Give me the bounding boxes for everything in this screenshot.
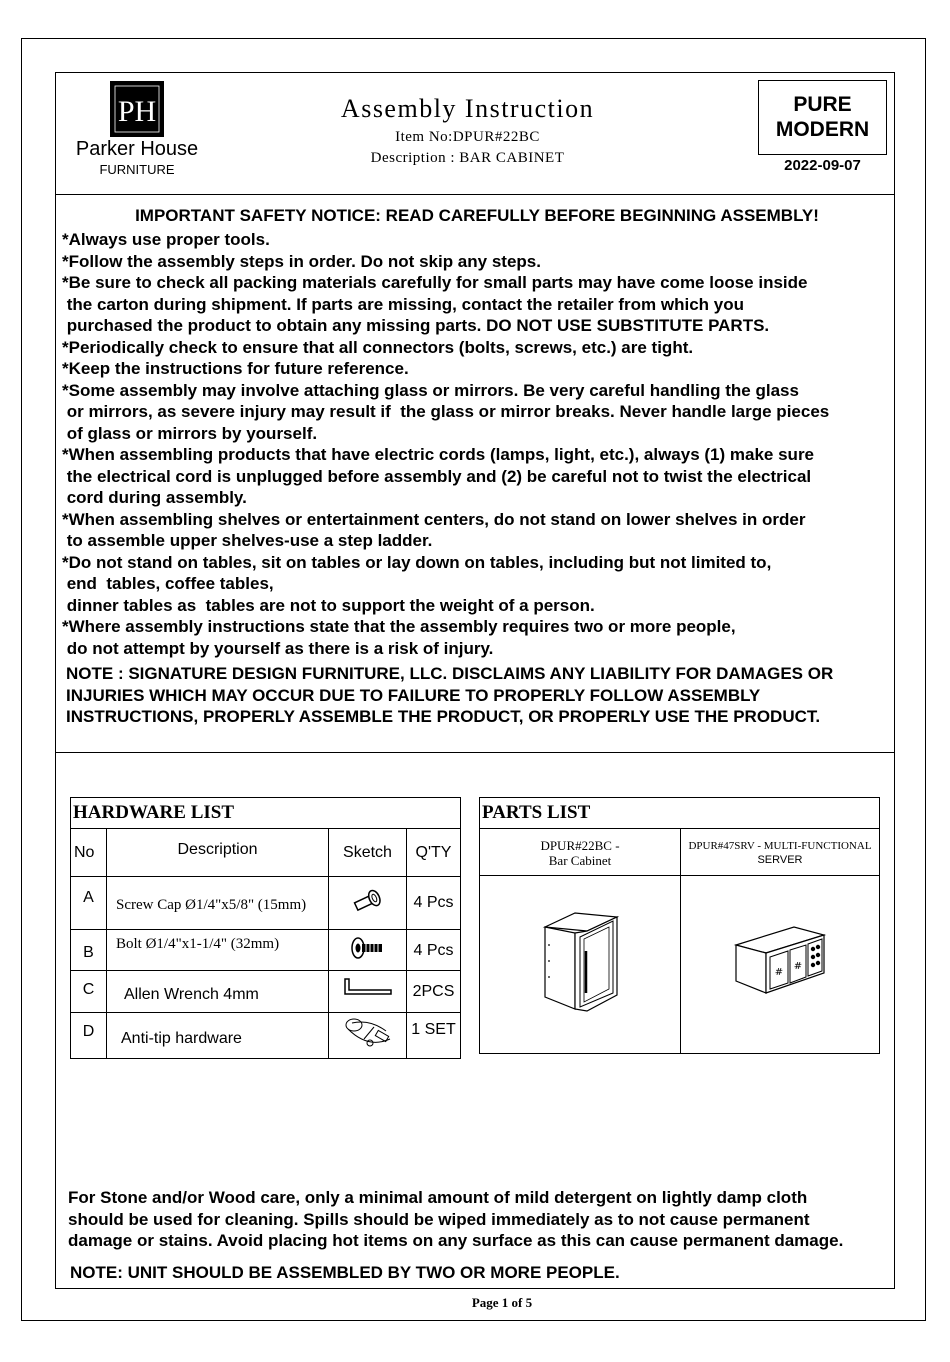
bar-cabinet-icon — [535, 907, 625, 1017]
safety-line: end tables, coffee tables, — [62, 574, 274, 593]
ph-monogram-icon — [110, 81, 164, 137]
server-cabinet-icon — [730, 917, 830, 1007]
note-line: INSTRUCTIONS, PROPERLY ASSEMBLE THE PRODUCT, OR PROPERLY USE THE PRODUCT. — [66, 707, 821, 726]
column-header-description: Description — [107, 829, 329, 877]
safety-line: *Where assembly instructions state that the assembly requires two or more people, — [62, 617, 736, 636]
part-label-line: Bar Cabinet — [548, 853, 612, 868]
part-label-line: DPUR#47SRV - MULTI-FUNCTIONAL — [688, 840, 872, 852]
row-qty: 2PCS — [407, 971, 461, 1013]
safety-line: *Keep the instructions for future reference. — [62, 359, 409, 378]
brand-subtitle: FURNITURE — [99, 162, 175, 177]
item-description: Description : BAR CABINET — [370, 150, 565, 166]
parts-list-title: PARTS LIST — [480, 798, 880, 829]
row-qty: 4 Pcs — [407, 877, 461, 930]
row-qty: 4 Pcs — [407, 930, 461, 971]
page-number: Page 1 of 5 — [471, 1295, 533, 1310]
hardware-list-table — [70, 797, 461, 1059]
collection-line-2: MODERN — [775, 118, 870, 141]
bolt-icon — [348, 934, 388, 962]
safety-divider — [55, 752, 895, 753]
safety-line: to assemble upper shelves-use a step ladder. — [62, 531, 433, 550]
row-no: C — [71, 971, 107, 1013]
table-row — [71, 930, 461, 971]
safety-line: do not attempt by yourself as there is a risk of injury. — [62, 638, 494, 658]
safety-line: *Always use proper tools. — [62, 230, 270, 249]
anti-tip-hardware-icon — [340, 1013, 396, 1053]
care-line: damage or stains. Avoid placing hot items on any surface as this can cause permanent damage. — [68, 1231, 844, 1250]
safety-line: of glass or mirrors by yourself. — [62, 423, 318, 443]
safety-line: *Some assembly may involve attaching glass or mirrors. Be very careful handling the glass — [62, 380, 799, 400]
collection-box — [758, 80, 887, 155]
row-qty: 1 SET — [407, 1013, 461, 1059]
row-description: Screw Cap Ø1/4"x5/8" (15mm) — [107, 877, 329, 930]
safety-line: *When assembling shelves or entertainment centers, do not stand on lower shelves in order — [62, 509, 806, 529]
part-label-server — [681, 829, 880, 876]
row-no: D — [71, 1013, 107, 1059]
safety-line: dinner tables as tables are not to support the weight of a person. — [62, 595, 595, 615]
assembly-people-note: NOTE: UNIT SHOULD BE ASSEMBLED BY TWO OR MORE PEOPLE. — [70, 1263, 620, 1282]
item-number: Item No:DPUR#22BC — [395, 129, 540, 145]
safety-line: *Be sure to check all packing materials carefully for small parts may have come loose inside — [62, 273, 808, 292]
care-line: For Stone and/or Wood care, only a minimal amount of mild detergent on lightly damp cloth — [68, 1188, 808, 1207]
header-divider — [55, 194, 895, 195]
safety-line: or mirrors, as severe injury may result if the glass or mirror breaks. Never handle large pieces — [62, 402, 830, 421]
column-header-no: No — [71, 829, 107, 877]
svg-text:PH: PH — [117, 95, 157, 128]
row-description: Bolt Ø1/4"x1-1/4" (32mm) — [107, 930, 329, 971]
collection-line-1: PURE — [793, 93, 852, 116]
brand-name: Parker House — [75, 138, 199, 160]
column-header-sketch: Sketch — [329, 829, 407, 877]
table-row — [71, 877, 461, 930]
part-label-line: DPUR#22BC - — [540, 838, 620, 853]
note-line: NOTE : SIGNATURE DESIGN FURNITURE, LLC. DISCLAIMS ANY LIABILITY FOR DAMAGES OR — [66, 664, 834, 683]
note-line: INJURIES WHICH MAY OCCUR DUE TO FAILURE TO PROPERLY FOLLOW ASSEMBLY — [66, 685, 761, 705]
screw-cap-icon — [350, 888, 386, 914]
safety-line: purchased the product to obtain any missing parts. DO NOT USE SUBSTITUTE PARTS. — [62, 316, 770, 335]
hardware-list-title: HARDWARE LIST — [71, 798, 461, 829]
safety-line: *Periodically check to ensure that all connectors (bolts, screws, etc.) are tight. — [62, 337, 694, 357]
part-label-bar-cabinet — [480, 829, 681, 876]
row-no: A — [71, 877, 107, 930]
svg-text:#: # — [793, 961, 803, 972]
document-title: Assembly Instruction — [340, 94, 595, 123]
svg-text:#: # — [774, 967, 784, 978]
table-row — [71, 1013, 461, 1059]
care-line: should be used for cleaning. Spills should be wiped immediately as to not cause permanent — [68, 1209, 810, 1229]
safety-heading: IMPORTANT SAFETY NOTICE: READ CAREFULLY BEFORE BEGINNING ASSEMBLY! — [135, 206, 819, 225]
parts-list-table — [479, 797, 880, 1054]
document-date: 2022-09-07 — [784, 157, 861, 174]
part-label-line: SERVER — [757, 854, 803, 866]
brand-logo — [110, 81, 164, 137]
safety-line: the carton during shipment. If parts are missing, contact the retailer from which you — [62, 294, 745, 314]
safety-line: *When assembling products that have electric cords (lamps, light, etc.), always (1) make sure — [62, 445, 815, 464]
row-no: B — [71, 930, 107, 971]
allen-wrench-icon — [341, 976, 395, 1002]
row-description: Allen Wrench 4mm — [107, 971, 329, 1013]
row-description: Anti-tip hardware — [107, 1013, 329, 1059]
safety-line: cord during assembly. — [62, 488, 247, 507]
safety-line: *Follow the assembly steps in order. Do not skip any steps. — [62, 251, 541, 271]
safety-line: *Do not stand on tables, sit on tables or lay down on tables, including but not limited to, — [62, 552, 772, 572]
column-header-qty: Q'TY — [407, 829, 461, 877]
safety-line: the electrical cord is unplugged before assembly and (2) be careful not to twist the electrical — [62, 466, 812, 486]
table-row — [71, 971, 461, 1013]
